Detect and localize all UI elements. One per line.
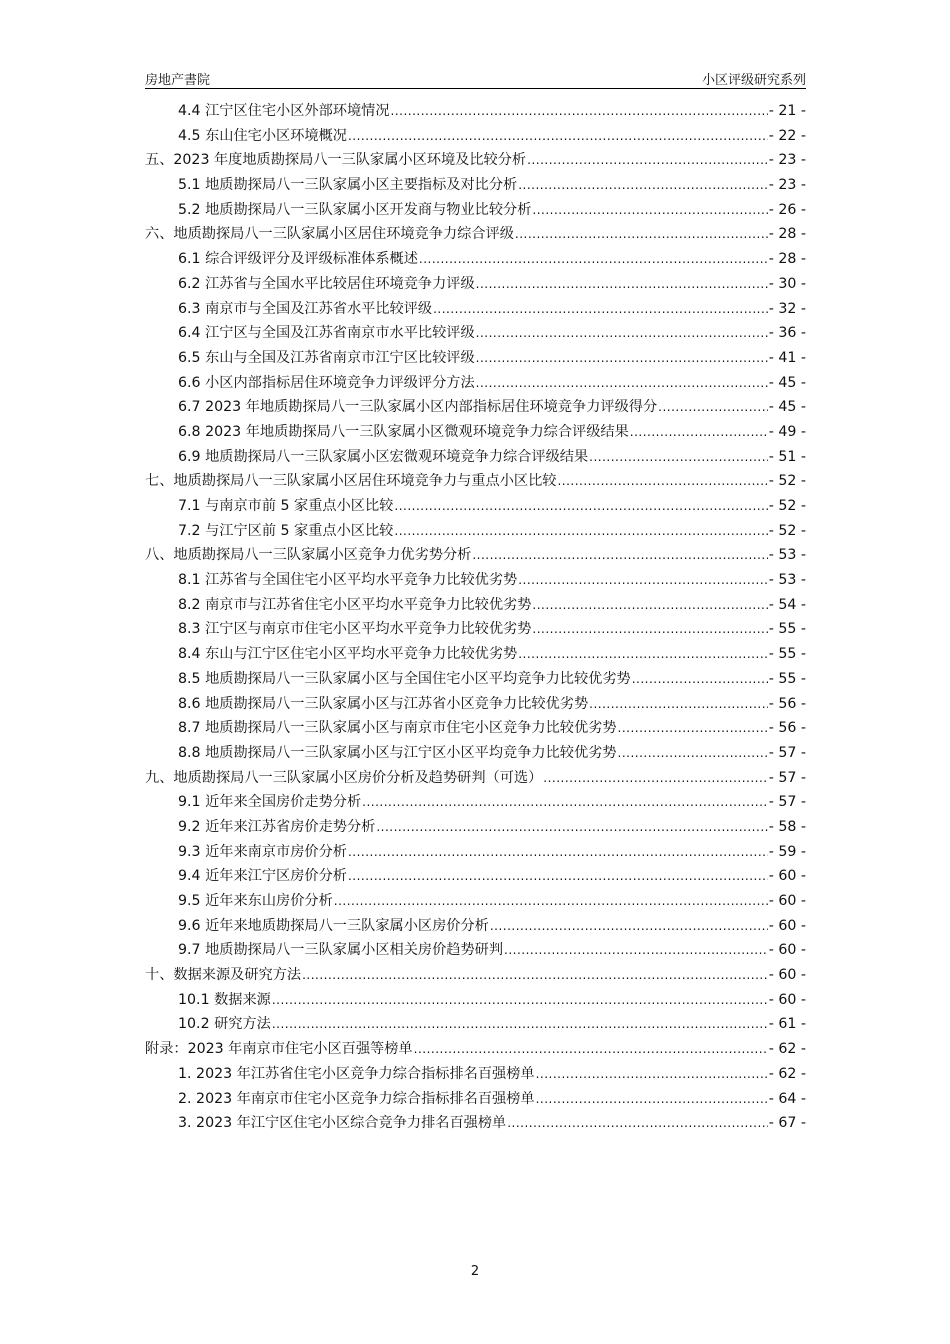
toc-dot-leader (433, 302, 768, 316)
toc-entry-title: 9.2 近年来江苏省房价走势分析 (178, 818, 376, 835)
page-number: 2 (470, 1264, 480, 1279)
toc-entry-page: - 58 - (768, 818, 806, 835)
toc-dot-leader (632, 672, 768, 686)
toc-entry-title: 6.4 江宁区与全国及江苏省南京市水平比较评级 (178, 325, 475, 342)
toc-entry-title: 6.7 2023 年地质勘探局八一三队家属小区内部指标居住环境竞争力评级得分 (178, 399, 658, 416)
toc-dot-leader (536, 1067, 768, 1081)
toc-dot-leader (518, 178, 767, 192)
toc-entry-page: - 60 - (768, 991, 806, 1008)
toc-entry-page: - 56 - (768, 720, 806, 737)
toc-entry-title: 2. 2023 年南京市住宅小区竞争力综合指标排名百强榜单 (178, 1090, 535, 1107)
toc-dot-leader (507, 1116, 767, 1130)
toc-entry-page: - 56 - (768, 695, 806, 712)
toc-entry[interactable] (145, 693, 806, 718)
toc-entry[interactable] (145, 149, 806, 174)
toc-entry-title: 6.6 小区内部指标居住环境竞争力评级评分方法 (178, 374, 475, 391)
toc-dot-leader (472, 548, 767, 562)
toc-entry-title: 3. 2023 年江宁区住宅小区综合竞争力排名百强榜单 (178, 1115, 507, 1132)
toc-entry-page: - 36 - (768, 325, 806, 342)
toc-dot-leader (518, 573, 767, 587)
toc-entry-page: - 57 - (768, 769, 806, 786)
toc-entry-page: - 61 - (768, 1016, 806, 1033)
toc-entry[interactable] (145, 100, 806, 125)
toc-dot-leader (394, 499, 767, 513)
toc-entry[interactable] (145, 717, 806, 742)
toc-entry-title: 4.4 江宁区住宅小区外部环境情况 (178, 103, 390, 119)
toc-entry-title: 6.8 2023 年地质勘探局八一三队家属小区微观环境竞争力综合评级结果 (178, 423, 629, 440)
toc-dot-leader (557, 474, 767, 488)
toc-entry-title: 7.2 与江宁区前 5 家重点小区比较 (178, 522, 394, 539)
toc-dot-leader (272, 1017, 768, 1031)
toc-entry-page: - 21 - (768, 103, 806, 119)
toc-entry[interactable] (145, 372, 806, 397)
toc-dot-leader (532, 203, 767, 217)
toc-entry[interactable] (145, 174, 806, 199)
toc-entry-page: - 60 - (768, 917, 806, 934)
toc-entry[interactable] (145, 865, 806, 890)
toc-entry[interactable] (145, 495, 806, 520)
table-of-contents (145, 100, 806, 1137)
toc-dot-leader (414, 1042, 768, 1056)
toc-entry[interactable] (145, 618, 806, 643)
toc-dot-leader (618, 746, 768, 760)
toc-entry-page: - 55 - (768, 646, 806, 663)
toc-entry-page: - 60 - (768, 942, 806, 959)
toc-dot-leader (618, 721, 768, 735)
toc-entry[interactable] (145, 199, 806, 224)
toc-dot-leader (334, 894, 768, 908)
toc-entry-title: 6.1 综合评级评分及评级标准体系概述 (178, 251, 418, 268)
toc-entry[interactable] (145, 841, 806, 866)
toc-entry[interactable] (145, 791, 806, 816)
toc-entry[interactable] (145, 643, 806, 668)
toc-entry[interactable] (145, 915, 806, 940)
toc-entry[interactable] (145, 470, 806, 495)
toc-entry-page: - 53 - (768, 572, 806, 589)
toc-entry-title: 8.1 江苏省与全国住宅小区平均水平竞争力比较优劣势 (178, 572, 518, 589)
toc-entry-page: - 49 - (768, 423, 806, 440)
toc-entry-page: - 52 - (768, 498, 806, 514)
toc-entry[interactable] (145, 964, 806, 989)
toc-entry-title: 8.3 江宁区与南京市住宅小区平均水平竞争力比较优劣势 (178, 621, 532, 638)
toc-entry[interactable] (145, 520, 806, 545)
toc-entry[interactable] (145, 594, 806, 619)
toc-entry-title: 6.9 地质勘探局八一三队家属小区宏微观环境竞争力综合评级结果 (178, 448, 589, 465)
toc-entry-page: - 64 - (768, 1090, 806, 1107)
toc-entry-page: - 53 - (768, 547, 806, 564)
toc-entry[interactable] (145, 223, 806, 248)
toc-dot-leader (476, 351, 768, 365)
toc-entry[interactable] (145, 125, 806, 150)
toc-entry-page: - 28 - (768, 226, 806, 243)
toc-entry[interactable] (145, 816, 806, 841)
toc-entry-page: - 55 - (768, 670, 806, 687)
toc-dot-leader (419, 252, 768, 266)
toc-entry-title: 5.1 地质勘探局八一三队家属小区主要指标及对比分析 (178, 177, 518, 194)
toc-entry[interactable] (145, 396, 806, 421)
toc-entry-title: 10.1 数据来源 (178, 991, 271, 1008)
toc-entry[interactable] (145, 322, 806, 347)
toc-dot-leader (630, 425, 768, 439)
toc-dot-leader (532, 622, 767, 636)
toc-entry-title: 9.3 近年来南京市房价分析 (178, 843, 347, 860)
toc-entry-page: - 62 - (768, 1041, 806, 1058)
toc-dot-leader (532, 598, 767, 612)
toc-dot-leader (376, 820, 767, 834)
toc-entry[interactable] (145, 989, 806, 1014)
page-header (145, 68, 806, 89)
toc-entry-title: 9.6 近年来地质勘探局八一三队家属小区房价分析 (178, 917, 489, 934)
toc-entry-page: - 51 - (768, 448, 806, 465)
toc-entry[interactable] (145, 1013, 806, 1038)
toc-entry-page: - 41 - (768, 349, 806, 366)
toc-entry-title: 9.5 近年来东山房价分析 (178, 893, 333, 909)
toc-dot-leader (543, 771, 767, 785)
toc-entry-page: - 22 - (768, 127, 806, 144)
toc-dot-leader (272, 993, 768, 1007)
toc-entry-page: - 45 - (768, 374, 806, 391)
toc-entry[interactable] (145, 939, 806, 964)
toc-dot-leader (348, 129, 768, 143)
toc-entry[interactable] (145, 273, 806, 298)
header-publisher: 房地产書院 (145, 73, 211, 88)
toc-entry[interactable] (145, 767, 806, 792)
toc-entry[interactable] (145, 298, 806, 323)
toc-entry[interactable] (145, 347, 806, 372)
toc-entry-title: 9.4 近年来江宁区房价分析 (178, 868, 347, 885)
toc-dot-leader (476, 376, 768, 390)
toc-entry-title: 5.2 地质勘探局八一三队家属小区开发商与物业比较分析 (178, 201, 532, 218)
toc-entry-title: 6.5 东山与全国及江苏省南京市江宁区比较评级 (178, 349, 475, 366)
toc-entry-title: 9.1 近年来全国房价走势分析 (178, 794, 362, 811)
toc-entry-page: - 26 - (768, 201, 806, 218)
toc-entry[interactable] (145, 569, 806, 594)
toc-entry[interactable] (145, 890, 806, 915)
toc-entry[interactable] (145, 544, 806, 569)
toc-dot-leader (394, 524, 767, 538)
toc-entry[interactable] (145, 1063, 806, 1088)
toc-entry-title: 1. 2023 年江苏省住宅小区竞争力综合指标排名百强榜单 (178, 1065, 535, 1082)
toc-entry[interactable] (145, 742, 806, 767)
toc-entry-page: - 45 - (768, 399, 806, 416)
toc-dot-leader (589, 450, 768, 464)
toc-entry[interactable] (145, 1088, 806, 1113)
toc-dot-leader (658, 400, 768, 414)
toc-entry-title: 4.5 东山住宅小区环境概况 (178, 127, 347, 144)
toc-entry-title: 9.7 地质勘探局八一三队家属小区相关房价趋势研判 (178, 942, 504, 959)
toc-entry-page: - 32 - (768, 300, 806, 317)
toc-entry-page: - 60 - (768, 868, 806, 885)
toc-dot-leader (589, 697, 768, 711)
toc-dot-leader (518, 647, 767, 661)
toc-entry-title: 8.2 南京市与江苏省住宅小区平均水平竞争力比较优劣势 (178, 596, 532, 613)
toc-entry-page: - 23 - (768, 177, 806, 194)
toc-dot-leader (515, 227, 768, 241)
toc-entry-page: - 62 - (768, 1065, 806, 1082)
toc-entry-page: - 57 - (768, 744, 806, 761)
toc-dot-leader (476, 326, 768, 340)
toc-dot-leader (476, 277, 768, 291)
toc-entry-title: 8.6 地质勘探局八一三队家属小区与江苏省小区竞争力比较优劣势 (178, 695, 589, 712)
toc-entry[interactable] (145, 421, 806, 446)
toc-entry-page: - 55 - (768, 621, 806, 638)
toc-entry-title: 8.4 东山与江宁区住宅小区平均水平竞争力比较优劣势 (178, 646, 518, 663)
toc-entry-page: - 60 - (768, 893, 806, 909)
toc-dot-leader (391, 104, 768, 118)
toc-dot-leader (490, 919, 768, 933)
toc-entry-title: 10.2 研究方法 (178, 1016, 271, 1033)
toc-entry-title: 8.5 地质勘探局八一三队家属小区与全国住宅小区平均竞争力比较优劣势 (178, 670, 631, 687)
toc-dot-leader (527, 153, 768, 167)
toc-entry-page: - 52 - (768, 522, 806, 539)
toc-entry-page: - 59 - (768, 843, 806, 860)
toc-entry-title: 6.2 江苏省与全国水平比较居住环境竞争力评级 (178, 275, 475, 292)
toc-entry-page: - 60 - (768, 967, 806, 984)
toc-entry-page: - 23 - (768, 152, 806, 169)
toc-dot-leader (348, 869, 768, 883)
toc-dot-leader (536, 1092, 768, 1106)
toc-entry-title: 十、数据来源及研究方法 (145, 967, 302, 984)
toc-entry[interactable] (145, 1038, 806, 1063)
toc-entry-title: 八、地质勘探局八一三队家属小区竞争力优劣势分析 (145, 547, 472, 564)
toc-entry[interactable] (145, 446, 806, 471)
toc-entry-title: 六、地质勘探局八一三队家属小区居住环境竞争力综合评级 (145, 226, 514, 243)
toc-entry-page: - 28 - (768, 251, 806, 268)
toc-entry-title: 附录：2023 年南京市住宅小区百强等榜单 (145, 1041, 413, 1058)
toc-entry[interactable] (145, 668, 806, 693)
toc-dot-leader (302, 968, 768, 982)
toc-entry[interactable] (145, 1112, 806, 1137)
toc-entry-page: - 54 - (768, 596, 806, 613)
toc-entry-page: - 67 - (768, 1115, 806, 1132)
toc-dot-leader (504, 943, 768, 957)
toc-entry-title: 7.1 与南京市前 5 家重点小区比较 (178, 498, 394, 514)
toc-entry-page: - 52 - (768, 473, 806, 490)
toc-entry-title: 五、2023 年度地质勘探局八一三队家属小区环境及比较分析 (145, 152, 527, 169)
toc-entry-title: 8.8 地质勘探局八一三队家属小区与江宁区小区平均竞争力比较优劣势 (178, 744, 617, 761)
toc-entry-title: 九、地质勘探局八一三队家属小区房价分析及趋势研判（可选） (145, 769, 543, 786)
header-series-title: 小区评级研究系列 (701, 73, 806, 88)
toc-entry-title: 七、地质勘探局八一三队家属小区居住环境竞争力与重点小区比较 (145, 473, 557, 490)
toc-entry-page: - 57 - (768, 794, 806, 811)
toc-dot-leader (348, 845, 768, 859)
toc-entry-page: - 30 - (768, 275, 806, 292)
toc-entry[interactable] (145, 248, 806, 273)
toc-entry-title: 8.7 地质勘探局八一三队家属小区与南京市住宅小区竞争力比较优劣势 (178, 720, 617, 737)
toc-dot-leader (362, 795, 768, 809)
toc-entry-title: 6.3 南京市与全国及江苏省水平比较评级 (178, 300, 433, 317)
